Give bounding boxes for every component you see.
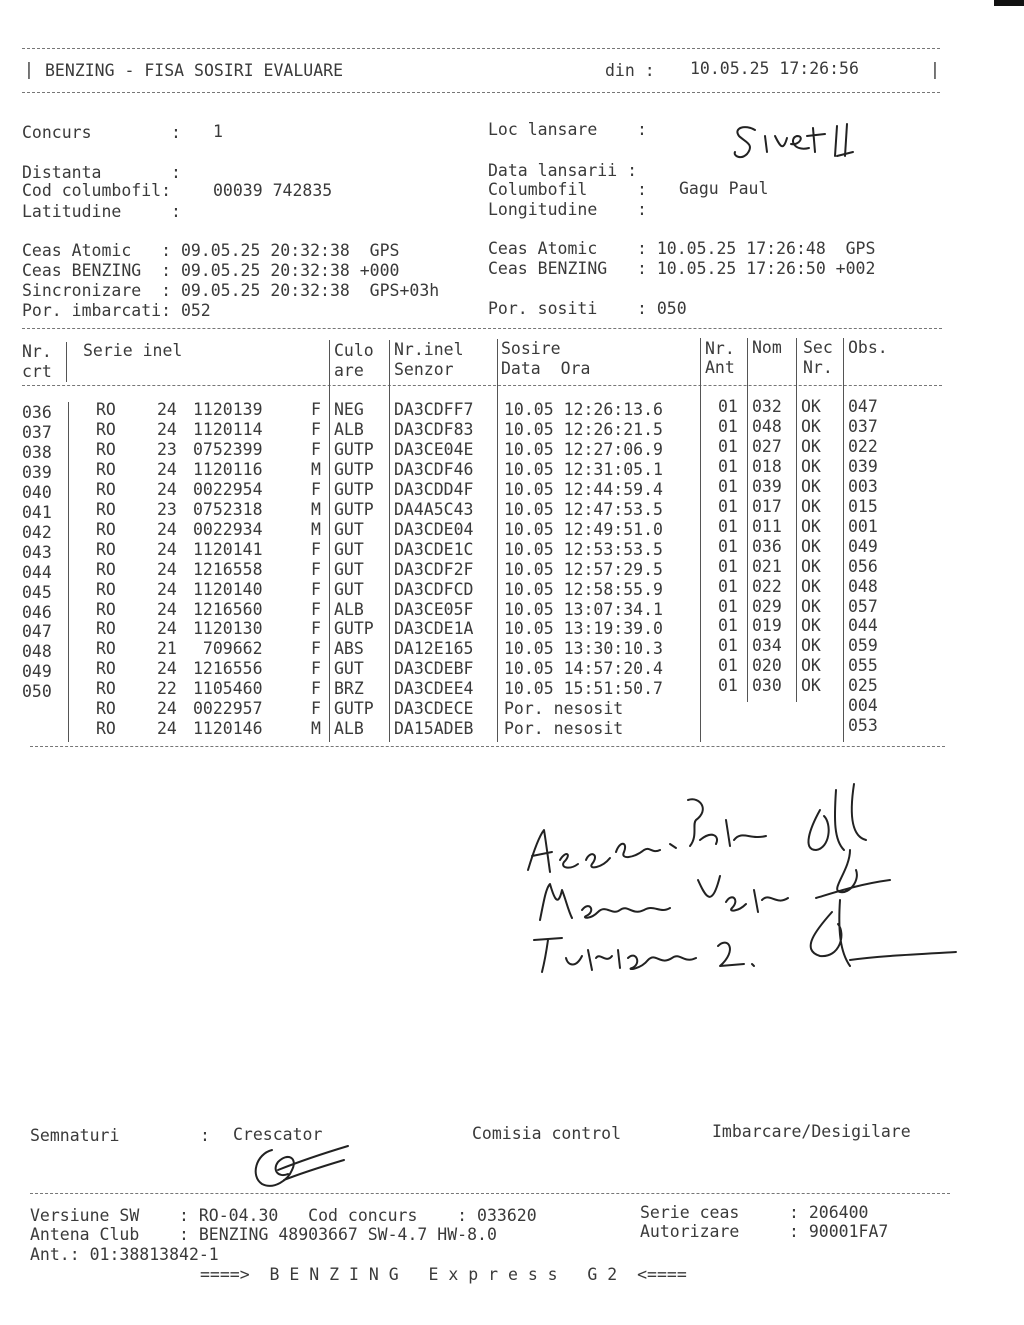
semnaturi-colon: : [200, 1126, 210, 1145]
distanta-label: Distanta : [22, 163, 181, 182]
cell-nom: 030 [752, 676, 782, 696]
cell-year: 24 [157, 400, 177, 419]
cell-obs: 001 [848, 516, 878, 536]
vline-nom [796, 338, 797, 702]
cell-nom: 036 [752, 536, 782, 556]
cell-sensor: DA15ADEB [394, 719, 474, 739]
cell-year: 23 [157, 499, 177, 519]
cell-country: RO [96, 519, 116, 539]
cell-year: 21 [157, 639, 177, 659]
header-top-rule [22, 48, 940, 49]
cell-arrival: 10.05 12:31:05.1 [504, 459, 663, 479]
cell-nom: 018 [752, 456, 782, 476]
cell-ring: 1120146 [193, 719, 263, 739]
cod-columbofil-label: Cod columbofil: [22, 181, 172, 200]
cell-sensor: DA3CDECE [394, 699, 474, 719]
cell-antenna: 01 [718, 416, 738, 436]
cell-sensor: DA3CDEBF [394, 659, 474, 679]
cell-ring: 1120116 [193, 459, 263, 479]
col-header-culoare-1: Culo [334, 341, 374, 360]
col-header-senzor-2: Senzor [394, 360, 454, 379]
cell-arrival: Por. nesosit [504, 699, 624, 719]
cell-sex: F [311, 559, 321, 579]
clock-right-line-1: Ceas Atomic : 10.05.25 17:26:48 GPS [488, 239, 876, 258]
crescator-label: Crescator [233, 1125, 323, 1144]
cell-country: RO [96, 400, 116, 419]
semnaturi-label: Semnaturi [30, 1126, 120, 1145]
cell-sex: F [311, 679, 321, 699]
cell-arrival: 10.05 13:19:39.0 [504, 619, 663, 639]
cell-country: RO [96, 659, 116, 679]
cell-nr: 036 [22, 403, 52, 422]
latitudine-label: Latitudine : [22, 202, 181, 221]
cell-ring: 1216558 [193, 559, 263, 579]
vline-serie [329, 340, 330, 742]
cell-antenna: 01 [718, 397, 738, 416]
cell-arrival: 10.05 12:27:06.9 [504, 439, 663, 459]
cell-nr: 048 [22, 642, 52, 662]
cell-ring: 0752399 [193, 439, 263, 459]
cell-obs: 022 [848, 436, 878, 456]
cell-country: RO [96, 419, 116, 439]
cell-color: BRZ [334, 679, 364, 699]
table-bottom-rule [30, 746, 945, 747]
cell-nom: 029 [752, 596, 782, 616]
cell-color: GUT [334, 539, 364, 559]
vline-ant [747, 338, 748, 702]
cell-color: GUTP [334, 459, 374, 479]
cell-ring: 1120139 [193, 400, 263, 419]
cell-color: ABS [334, 639, 364, 659]
cell-nr: 037 [22, 422, 52, 442]
cell-obs: 025 [848, 676, 878, 696]
clock-left-line-4: Por. imbarcati: 052 [22, 301, 211, 320]
clock-left-line-1: Ceas Atomic : 09.05.25 20:32:38 GPS [22, 241, 400, 260]
cell-ring: 1216556 [193, 659, 263, 679]
cell-color: GUTP [334, 439, 374, 459]
cell-sensor: DA3CE04E [394, 439, 474, 459]
cell-ring: 0022954 [193, 479, 263, 499]
cell-sex: F [311, 579, 321, 599]
cell-nr: 050 [22, 682, 52, 702]
imbarcare-label: Imbarcare/Desigilare [712, 1122, 911, 1141]
cell-country: RO [96, 499, 116, 519]
cell-year: 24 [157, 719, 177, 739]
cell-obs: 055 [848, 656, 878, 676]
cell-year: 24 [157, 419, 177, 439]
cell-sensor: DA3CDE04 [394, 519, 474, 539]
col-header-culoare-2: are [334, 361, 364, 380]
cell-arrival: 10.05 12:26:21.5 [504, 419, 663, 439]
cell-nr: 041 [22, 502, 52, 522]
cell-arrival: Por. nesosit [504, 719, 624, 739]
cell-country: RO [96, 679, 116, 699]
antena-club-line: Antena Club : BENZING 48903667 SW-4.7 HW-8.0 [30, 1225, 497, 1244]
cell-country: RO [96, 579, 116, 599]
handwritten-crescator-signature [248, 1140, 358, 1195]
cell-year: 24 [157, 519, 177, 539]
cell-sex: M [311, 519, 321, 539]
cell-ring: 0022957 [193, 699, 263, 719]
cell-color: GUT [334, 659, 364, 679]
report-date-value: 10.05.25 17:26:56 [690, 59, 859, 78]
cell-obs: 057 [848, 596, 878, 616]
cell-nr: 044 [22, 562, 52, 582]
cell-antenna: 01 [718, 516, 738, 536]
cell-obs: 056 [848, 556, 878, 576]
cell-sensor: DA3CDD4F [394, 479, 474, 499]
cell-color: GUTP [334, 619, 374, 639]
antenna-id-line: Ant.: 01:38813842-1 [30, 1245, 219, 1264]
cell-arrival: 10.05 12:53:53.5 [504, 539, 663, 559]
document-title: BENZING - FISA SOSIRI EVALUARE [45, 61, 344, 80]
cell-arrival: 10.05 12:44:59.4 [504, 479, 663, 499]
cell-obs: 059 [848, 636, 878, 656]
cell-year: 24 [157, 619, 177, 639]
col-header-sosire-2: Data Ora [501, 359, 591, 378]
cell-sensor: DA3CDE1C [394, 539, 474, 559]
cell-country: RO [96, 619, 116, 639]
cell-sec: OK [801, 516, 821, 536]
cell-color: ALB [334, 419, 364, 439]
header-bottom-rule [22, 92, 940, 93]
cell-sec: OK [801, 616, 821, 636]
cell-arrival: 10.05 12:47:53.5 [504, 499, 663, 519]
cell-sex: M [311, 719, 321, 739]
cell-antenna: 01 [718, 676, 738, 696]
col-header-sec-2: Nr. [803, 358, 833, 377]
cell-sex: F [311, 659, 321, 679]
cell-sex: F [311, 439, 321, 459]
cell-year: 24 [157, 579, 177, 599]
cell-nr: 046 [22, 602, 52, 622]
cell-arrival: 10.05 12:58:55.9 [504, 579, 663, 599]
col-header-senzor-1: Nr.inel [394, 340, 464, 359]
cell-antenna: 01 [718, 476, 738, 496]
cell-year: 22 [157, 679, 177, 699]
cell-sex: F [311, 479, 321, 499]
cell-sec: OK [801, 556, 821, 576]
cell-year: 24 [157, 539, 177, 559]
handwritten-place-signature [725, 112, 875, 167]
cell-sec: OK [801, 416, 821, 436]
cell-obs: 053 [848, 716, 878, 736]
vline-senzor [497, 339, 498, 742]
cell-sex: F [311, 599, 321, 619]
clock-left-line-3: Sincronizare : 09.05.25 20:32:38 GPS+03h [22, 281, 440, 300]
clock-right-line-2: Ceas BENZING : 10.05.25 17:26:50 +002 [488, 259, 876, 278]
longitudine-label: Longitudine : [488, 200, 647, 219]
table-top-rule [22, 328, 942, 329]
cell-sec: OK [801, 636, 821, 656]
concurs-label: Concurs : [22, 123, 181, 142]
cell-antenna: 01 [718, 596, 738, 616]
scan-edge-mark [994, 0, 1024, 6]
cell-arrival: 10.05 12:26:13.6 [504, 400, 663, 419]
cell-ring: 1120130 [193, 619, 263, 639]
cell-obs: 015 [848, 496, 878, 516]
cell-sex: F [311, 639, 321, 659]
cell-sex: F [311, 699, 321, 719]
cell-ring: 0752318 [193, 499, 263, 519]
col-header-nom: Nom [752, 338, 782, 357]
vline-nr-header [66, 342, 67, 382]
cell-ring: 1105460 [193, 679, 263, 699]
header-right-bar: | [930, 60, 940, 79]
cell-sex: F [311, 419, 321, 439]
cell-arrival: 10.05 12:49:51.0 [504, 519, 663, 539]
benzing-express-banner: ====> B E N Z I N G E x p r e s s G 2 <==== [200, 1265, 687, 1284]
cell-color: GUT [334, 579, 364, 599]
cell-color: ALB [334, 599, 364, 619]
cell-year: 24 [157, 479, 177, 499]
cell-obs: 047 [848, 397, 878, 416]
cell-color: GUTP [334, 479, 374, 499]
concurs-value: 1 [213, 122, 223, 141]
cell-sec: OK [801, 676, 821, 696]
cell-sensor: DA3CE05F [394, 599, 474, 619]
cell-sex: F [311, 539, 321, 559]
cell-year: 24 [157, 599, 177, 619]
cell-color: GUT [334, 559, 364, 579]
cell-sex: M [311, 459, 321, 479]
col-header-sec-1: Sec [803, 338, 833, 357]
cell-sec: OK [801, 476, 821, 496]
col-header-nr-2: crt [22, 362, 52, 381]
cell-ring: 1120141 [193, 539, 263, 559]
cell-nr: 045 [22, 582, 52, 602]
cell-nr: 049 [22, 662, 52, 682]
cell-nom: 022 [752, 576, 782, 596]
cell-country: RO [96, 699, 116, 719]
cell-country: RO [96, 439, 116, 459]
cell-color: GUT [334, 519, 364, 539]
cell-nom: 011 [752, 516, 782, 536]
vline-nr [68, 402, 69, 742]
col-header-nr-1: Nr. [22, 342, 52, 361]
cell-obs: 049 [848, 536, 878, 556]
cell-sensor: DA3CDFF7 [394, 400, 474, 419]
cell-country: RO [96, 459, 116, 479]
cell-sec: OK [801, 596, 821, 616]
cell-year: 24 [157, 559, 177, 579]
col-header-ant-2: Ant [705, 358, 735, 377]
cell-nr: 039 [22, 462, 52, 482]
cell-color: ALB [334, 719, 364, 739]
cell-sensor: DA3CDFCD [394, 579, 474, 599]
cell-antenna: 01 [718, 536, 738, 556]
versiune-sw-line: Versiune SW : RO-04.30 Cod concurs : 033620 [30, 1206, 537, 1225]
cell-sec: OK [801, 436, 821, 456]
footer-top-rule [30, 1193, 950, 1194]
columbofil-value: Gagu Paul [679, 179, 769, 198]
clock-left-line-2: Ceas BENZING : 09.05.25 20:32:38 +000 [22, 261, 400, 280]
cell-country: RO [96, 479, 116, 499]
table-header-rule [22, 385, 942, 386]
cell-country: RO [96, 539, 116, 559]
cell-ring: 1216560 [193, 599, 263, 619]
col-header-sosire-1: Sosire [501, 339, 561, 358]
cell-arrival: 10.05 14:57:20.4 [504, 659, 663, 679]
cell-ring: 1120114 [193, 419, 263, 439]
cell-sec: OK [801, 576, 821, 596]
cell-color: GUTP [334, 499, 374, 519]
cell-obs: 044 [848, 616, 878, 636]
cell-antenna: 01 [718, 496, 738, 516]
cell-sex: F [311, 619, 321, 639]
cell-antenna: 01 [718, 556, 738, 576]
cell-obs: 039 [848, 456, 878, 476]
vline-sec [843, 338, 844, 742]
cell-obs: 003 [848, 476, 878, 496]
cell-country: RO [96, 599, 116, 619]
cell-obs: 004 [848, 696, 878, 716]
cell-nr: 042 [22, 522, 52, 542]
cell-nom: 021 [752, 556, 782, 576]
handwritten-committee-signatures [520, 780, 960, 980]
report-date-label: din : [605, 61, 655, 80]
comisia-control-label: Comisia control [472, 1124, 622, 1143]
cell-nr: 047 [22, 622, 52, 642]
cod-columbofil-value: 00039 742835 [213, 181, 333, 200]
cell-sensor: DA3CDEE4 [394, 679, 474, 699]
cell-ring: 1120140 [193, 579, 263, 599]
cell-nr: 038 [22, 442, 52, 462]
cell-color: NEG [334, 400, 364, 419]
cell-arrival: 10.05 15:51:50.7 [504, 679, 663, 699]
loc-lansare-label: Loc lansare : [488, 120, 647, 139]
cell-year: 24 [157, 659, 177, 679]
cell-sensor: DA3CDF46 [394, 459, 474, 479]
cell-nom: 034 [752, 636, 782, 656]
cell-year: 24 [157, 459, 177, 479]
cell-sex: M [311, 499, 321, 519]
cell-antenna: 01 [718, 636, 738, 656]
cell-sensor: DA3CDE1A [394, 619, 474, 639]
col-header-serie: Serie inel [83, 341, 183, 360]
cell-nr: 040 [22, 482, 52, 502]
cell-color: GUTP [334, 699, 374, 719]
cell-ring: 0022934 [193, 519, 263, 539]
cell-arrival: 10.05 13:30:10.3 [504, 639, 663, 659]
cell-arrival: 10.05 13:07:34.1 [504, 599, 663, 619]
data-lansarii-label: Data lansarii : [488, 161, 638, 180]
cell-nom: 017 [752, 496, 782, 516]
cell-sec: OK [801, 456, 821, 476]
cell-nom: 027 [752, 436, 782, 456]
cell-sec: OK [801, 397, 821, 416]
columbofil-label: Columbofil : [488, 180, 647, 199]
cell-nom: 048 [752, 416, 782, 436]
cell-country: RO [96, 559, 116, 579]
cell-arrival: 10.05 12:57:29.5 [504, 559, 663, 579]
vline-sosire [700, 338, 701, 742]
cell-sensor: DA3CDF2F [394, 559, 474, 579]
cell-obs: 037 [848, 416, 878, 436]
cell-nr: 043 [22, 542, 52, 562]
cell-sec: OK [801, 536, 821, 556]
header-left-bar: | [24, 60, 34, 79]
cell-antenna: 01 [718, 436, 738, 456]
cell-nom: 032 [752, 397, 782, 416]
cell-nom: 039 [752, 476, 782, 496]
vline-culoare [389, 340, 390, 742]
cell-antenna: 01 [718, 656, 738, 676]
cell-country: RO [96, 719, 116, 739]
cell-ring: 709662 [193, 639, 263, 659]
cell-sensor: DA12E165 [394, 639, 474, 659]
clock-right-line-4: Por. sositi : 050 [488, 299, 687, 318]
serie-ceas-line: Serie ceas : 206400 [640, 1203, 869, 1222]
col-header-obs: Obs. [848, 338, 888, 357]
cell-sex: F [311, 400, 321, 419]
cell-country: RO [96, 639, 116, 659]
cell-antenna: 01 [718, 456, 738, 476]
cell-antenna: 01 [718, 616, 738, 636]
cell-sec: OK [801, 656, 821, 676]
cell-nom: 020 [752, 656, 782, 676]
cell-antenna: 01 [718, 576, 738, 596]
col-header-ant-1: Nr. [705, 339, 735, 358]
autorizare-line: Autorizare : 90001FA7 [640, 1222, 889, 1241]
cell-sensor: DA3CDF83 [394, 419, 474, 439]
cell-sec: OK [801, 496, 821, 516]
cell-year: 23 [157, 439, 177, 459]
cell-sensor: DA4A5C43 [394, 499, 474, 519]
cell-nom: 019 [752, 616, 782, 636]
cell-year: 24 [157, 699, 177, 719]
cell-obs: 048 [848, 576, 878, 596]
